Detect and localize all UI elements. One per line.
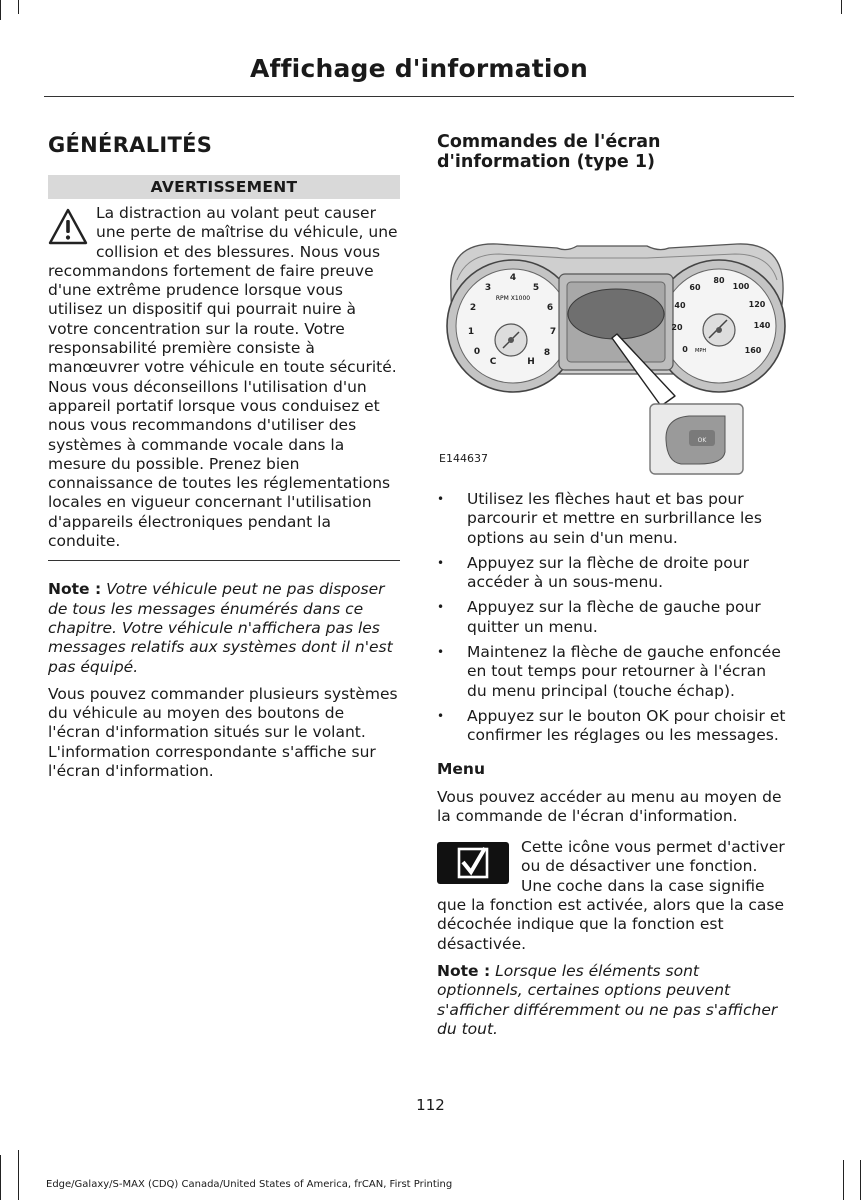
temp-hot-label: H xyxy=(527,357,535,367)
footer-imprint: Edge/Galaxy/S-MAX (CDQ) Canada/United States of America, frCAN, First Printing xyxy=(46,1179,453,1190)
crop-mark xyxy=(0,0,1,20)
note xyxy=(437,962,789,1039)
tach-tick: 8 xyxy=(543,348,551,358)
note-text: Votre véhicule peut ne pas disposer de tous les messages énumérés dans ce chapitre. Votre véhicule n'affichera pas les messages relatifs aux systèmes dont il n'est pas équipé. xyxy=(48,580,393,676)
checkbox-explanation xyxy=(437,838,789,954)
checkbox-checked-icon xyxy=(437,842,509,884)
illustration-code: E144637 xyxy=(439,452,488,465)
warning-text: La distraction au volant peut causer une perte de maîtrise du véhicule, une collision et des blessures. Nous vous recommandons fortement de faire preuve d'une extrême prudence lorsque vous utilisez un dispositif qui pourrait nuire à votre concentration sur la route. Votre responsabilité première consiste à manœuvrer votre véhicule en toute sécurité. Nous vous déconseillons l'utilisation d'un appareil portatif lorsque vous conduisez et nous vous recommandons d'utiliser des systèmes à commande vocale dans la mesure du possible. Prenez bien connaissance de toutes les réglementations locales en vigueur concernant l'utilisation d'appareils électroniques pendant la conduite. xyxy=(48,204,398,551)
list-item: • Appuyez sur la flèche de gauche pour quitter un menu. xyxy=(437,598,761,636)
rpm-label: RPM X1000 xyxy=(495,295,531,302)
instrument-cluster-drawing xyxy=(437,182,789,482)
page-title: Affichage d'information xyxy=(249,54,589,83)
checkbox-text: Cette icône vous permet d'activer ou de désactiver une fonction. Une coche dans la case signifie que la fonction est activée, alors que la case décochée indique que la fonction est désactivée. xyxy=(437,838,785,953)
tach-tick: 3 xyxy=(484,283,492,293)
speed-tick: 80 xyxy=(713,276,725,285)
tach-tick: 0 xyxy=(473,347,481,357)
tach-tick: 5 xyxy=(532,283,540,293)
bullet-icon: • xyxy=(437,708,445,723)
warning-triangle-icon xyxy=(48,207,88,247)
tach-tick: 2 xyxy=(469,303,477,313)
instrument-cluster-illustration xyxy=(437,182,789,482)
list-item: • Maintenez la flèche de gauche enfoncée en tout temps pour retourner à l'écran du menu principal (touche échap). xyxy=(437,643,781,700)
speed-tick: 100 xyxy=(732,282,750,291)
bullet-icon: • xyxy=(437,555,445,570)
tach-tick: 6 xyxy=(546,303,554,313)
section-heading: GÉNÉRALITÉS xyxy=(48,133,213,157)
crop-mark xyxy=(18,1150,19,1200)
warning-box xyxy=(48,175,400,561)
menu-paragraph: Vous pouvez accéder au menu au moyen de la commande de l'écran d'information. xyxy=(437,787,782,825)
bullet-icon: • xyxy=(437,645,445,660)
list-item: • Utilisez les flèches haut et bas pour parcourir et mettre en surbrillance les options au sein d'un menu. xyxy=(437,490,762,547)
speed-tick: 140 xyxy=(753,321,771,330)
speed-tick: 40 xyxy=(674,301,686,310)
note-label: Note : xyxy=(48,580,102,599)
title-divider xyxy=(44,96,794,97)
crop-mark xyxy=(18,0,19,14)
tach-tick: 4 xyxy=(509,273,517,283)
speed-tick: 0 xyxy=(682,345,688,354)
note-text: Lorsque les éléments sont optionnels, certaines options peuvent s'afficher différemment ou ne pas s'afficher du tout. xyxy=(437,961,778,1038)
tach-tick: 1 xyxy=(467,327,475,337)
note-label: Note : xyxy=(437,961,491,980)
bullet-icon: • xyxy=(437,492,445,506)
speed-unit: MPH xyxy=(695,348,707,354)
tach-tick: 7 xyxy=(549,327,557,337)
crop-mark xyxy=(843,1160,844,1200)
crop-mark xyxy=(0,1155,1,1200)
list-item: • Appuyez sur le bouton OK pour choisir et confirmer les réglages ou les messages. xyxy=(437,706,786,745)
left-column xyxy=(48,130,400,781)
subsection-heading: Commandes de l'écran d'information (type 1) xyxy=(437,132,661,172)
warning-divider xyxy=(48,560,400,561)
speed-tick: 20 xyxy=(671,323,683,332)
menu-heading: Menu xyxy=(437,759,486,778)
body-paragraph: Vous pouvez commander plusieurs systèmes du véhicule au moyen des boutons de l'écran d'information situés sur le volant. L'information correspondante s'affiche sur l'écran d'information. xyxy=(48,684,398,781)
right-column xyxy=(437,132,789,1039)
bullet-icon: • xyxy=(437,600,445,615)
note xyxy=(48,580,400,676)
speed-tick: 160 xyxy=(744,346,762,355)
speed-tick: 120 xyxy=(748,300,766,309)
ok-button-label: OK xyxy=(697,437,707,444)
page-number: 112 xyxy=(416,1096,445,1114)
temp-cold-label: C xyxy=(489,357,497,367)
speed-tick: 60 xyxy=(689,283,701,292)
crop-mark xyxy=(841,0,842,14)
warning-title: AVERTISSEMENT xyxy=(48,175,400,199)
list-item: • Appuyez sur la flèche de droite pour accéder à un sous-menu. xyxy=(437,553,749,592)
bullet-list xyxy=(437,490,789,746)
